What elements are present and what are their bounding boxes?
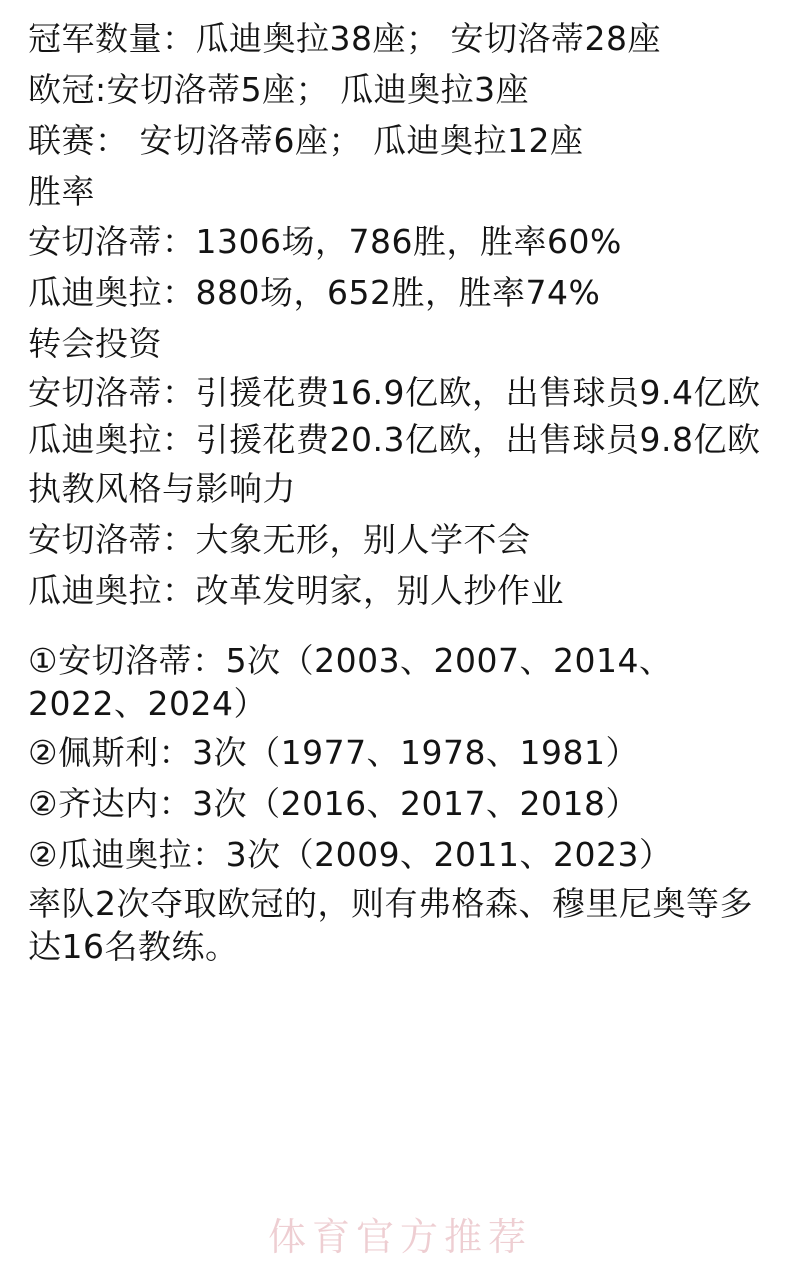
text-line-transfer-ancelotti: 安切洛蒂：引援花费16.9亿欧，出售球员9.4亿欧 [28, 373, 761, 413]
text-heading-style: 执教风格与影响力 [28, 468, 296, 508]
text-line-rank-zidane: ②齐达内：3次（2016、2017、2018） [28, 784, 640, 824]
text-line-winrate-ancelotti: 安切洛蒂：1306场，786胜，胜率60% [28, 222, 622, 262]
text-line-style-guardiola: 瓜迪奥拉：改革发明家，别人抄作业 [28, 570, 564, 610]
text-heading-winrate: 胜率 [28, 171, 95, 211]
text-line-ucl-count: 欧冠:安切洛蒂5座； 瓜迪奥拉3座 [28, 69, 530, 109]
text-line-rank-paisley: ②佩斯利：3次（1977、1978、1981） [28, 733, 640, 773]
text-line-style-ancelotti: 安切洛蒂：大象无形，别人学不会 [28, 519, 531, 559]
text-heading-transfer: 转会投资 [28, 324, 162, 364]
text-line-titles-count: 冠军数量：瓜迪奥拉38座； 安切洛蒂28座 [28, 19, 661, 58]
text-line-winrate-guardiola: 瓜迪奥拉：880场，652胜，胜率74% [28, 273, 601, 313]
text-line-footnote: 率队2次夺取欧冠的，则有弗格森、穆里尼奥等多达16名教练。 [28, 883, 753, 966]
text-line-league-count: 联赛： 安切洛蒂6座； 瓜迪奥拉12座 [28, 120, 584, 160]
text-line-rank-ancelotti: ①安切洛蒂：5次（2003、2007、2014、2022、2024） [28, 641, 673, 724]
text-line-transfer-guardiola: 瓜迪奥拉：引援花费20.3亿欧，出售球员9.8亿欧 [28, 419, 761, 459]
watermark: 体育官方推荐 [267, 1215, 532, 1259]
text-line-rank-guardiola: ②瓜迪奥拉：3次（2009、2011、2023） [28, 834, 673, 874]
